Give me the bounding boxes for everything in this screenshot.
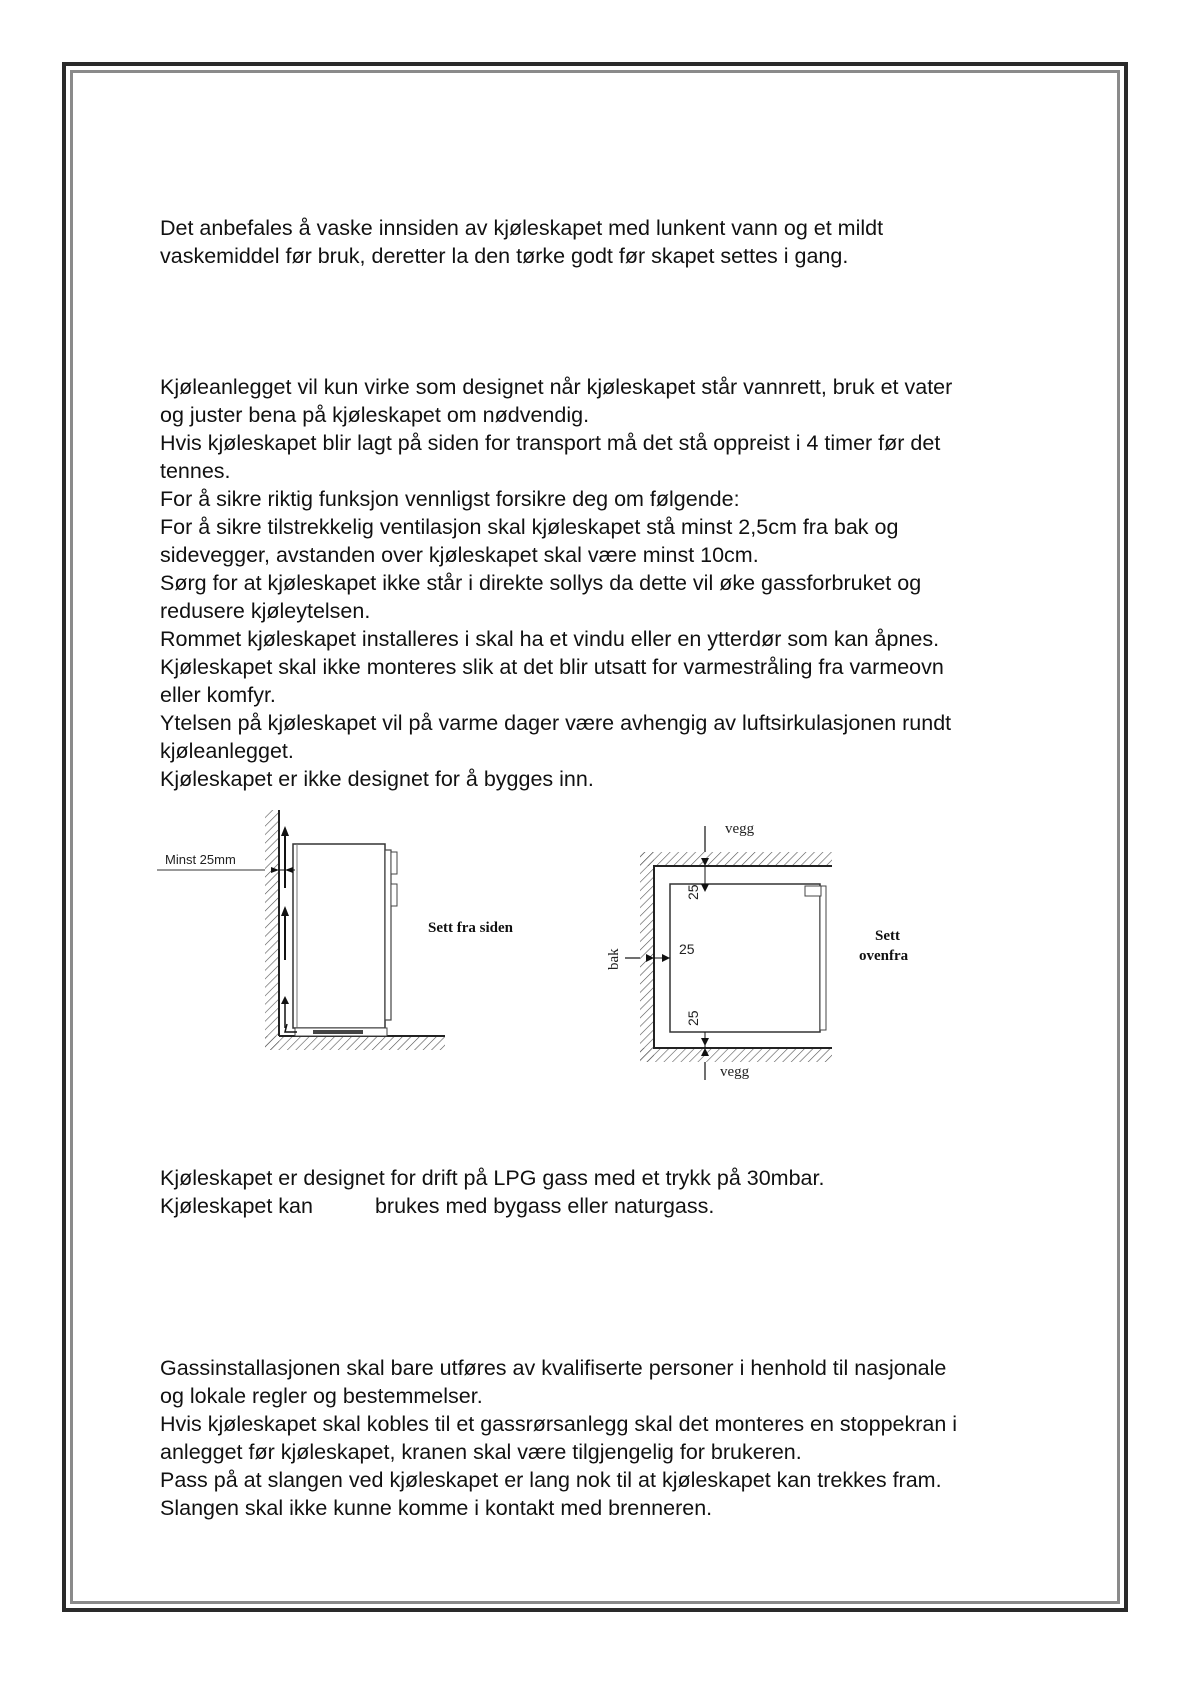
text-line: Kjøleskapet skal ikke monteres slik at det blir utsatt for varmestråling fra varmeovn (160, 655, 944, 679)
cleaning-instructions (160, 214, 1080, 270)
dimension-bottom-label: 25 (685, 1010, 701, 1026)
text-line: Gassinstallasjonen skal bare utføres av kvalifiserte personer i henhold til nasjonale (160, 1356, 947, 1380)
text-fragment: brukes med bygass eller naturgass. (374, 1194, 715, 1218)
text-line: Kjøleskapet er ikke designet for å bygges inn. (160, 767, 594, 791)
text-line: Ytelsen på kjøleskapet vil på varme dager være avhengig av luftsirkulasjonen rundt (160, 711, 952, 735)
dimension-arrow (662, 954, 670, 962)
vent-arrow-head (281, 826, 289, 836)
text-line: tennes. (160, 459, 231, 483)
text-line: Hvis kjøleskapet blir lagt på siden for transport må det stå oppreist i 4 timer før det (160, 431, 941, 455)
text-line: Hvis kjøleskapet skal kobles til et gassrørsanlegg skal det monteres en stoppekran i (160, 1412, 958, 1436)
side-view-diagram (155, 800, 513, 1070)
min-distance-label: Minst 25mm (165, 852, 236, 867)
installation-instructions (160, 373, 1080, 793)
wall-bottom-label: vegg (720, 1064, 750, 1080)
wall-hatch (265, 810, 279, 1050)
text-line: vaskemiddel før bruk, deretter la den tørke godt før skapet settes i gang. (160, 244, 849, 268)
text-line: Pass på at slangen ved kjøleskapet er lang nok til at kjøleskapet kan trekkes fram. (160, 1468, 942, 1492)
top-view-caption-line2: ovenfra (859, 948, 909, 964)
text-line: Slangen skal ikke kunne komme i kontakt med brenneren. (160, 1496, 713, 1520)
wall-bottom-hatch (640, 1048, 832, 1062)
door-handle (391, 884, 397, 906)
side-view-caption: Sett fra siden (428, 920, 513, 936)
vent-arrow-head (281, 906, 289, 916)
text-line: Kjøleanlegget vil kun virke som designet når kjøleskapet står vannrett, bruk et vater (160, 375, 953, 399)
text-line: Det anbefales å vaske innsiden av kjøleskapet med lunkent vann og et mildt (160, 216, 884, 240)
text-line: og lokale regler og bestemmelser. (160, 1384, 483, 1408)
wall-top-label: vegg (725, 821, 755, 837)
text-fragment: Kjøleskapet kan (160, 1194, 313, 1218)
fridge-outline (670, 884, 820, 1032)
gas-type-info (160, 1164, 1080, 1220)
top-view-diagram (585, 818, 935, 1080)
fridge-body (293, 844, 385, 1028)
door-handle (391, 852, 397, 874)
text-line: Kjøleskapet er designet for drift på LPG gass med et trykk på 30mbar. (160, 1166, 825, 1190)
fridge-door (385, 850, 391, 1020)
text-line: anlegget før kjøleskapet, kranen skal være tilgjengelig for brukeren. (160, 1440, 802, 1464)
top-view-caption-line1: Sett (875, 928, 900, 944)
text-line: Sørg for at kjøleskapet ikke står i direkte sollys da dette vil øke gassforbruket og (160, 571, 922, 595)
door-hinge (805, 886, 821, 896)
text-line: For å sikre tilstrekkelig ventilasjon skal kjøleskapet stå minst 2,5cm fra bak og (160, 515, 899, 539)
dimension-arrow (701, 1038, 709, 1046)
dimension-top-label: 25 (685, 884, 701, 900)
text-line: Rommet kjøleskapet installeres i skal ha et vindu eller en ytterdør som kan åpnes. (160, 627, 940, 651)
text-line: For å sikre riktig funksjon vennligst forsikre deg om følgende: (160, 487, 740, 511)
wall-top-hatch (640, 852, 832, 866)
dimension-back-label: 25 (679, 941, 695, 957)
floor-hatch (265, 1036, 445, 1050)
fridge-foot (313, 1030, 363, 1034)
text-line: redusere kjøleytelsen. (160, 599, 371, 623)
text-line: kjøleanlegget. (160, 739, 294, 763)
text-line: sidevegger, avstanden over kjøleskapet skal være minst 10cm. (160, 543, 759, 567)
text-line (160, 1192, 1080, 1220)
text-line: eller komfyr. (160, 683, 276, 707)
text-line: og juster bena på kjøleskapet om nødvendig. (160, 403, 590, 427)
gas-installation-instructions (160, 1354, 1080, 1522)
fridge-door (820, 886, 826, 1030)
back-label: bak (606, 948, 622, 970)
